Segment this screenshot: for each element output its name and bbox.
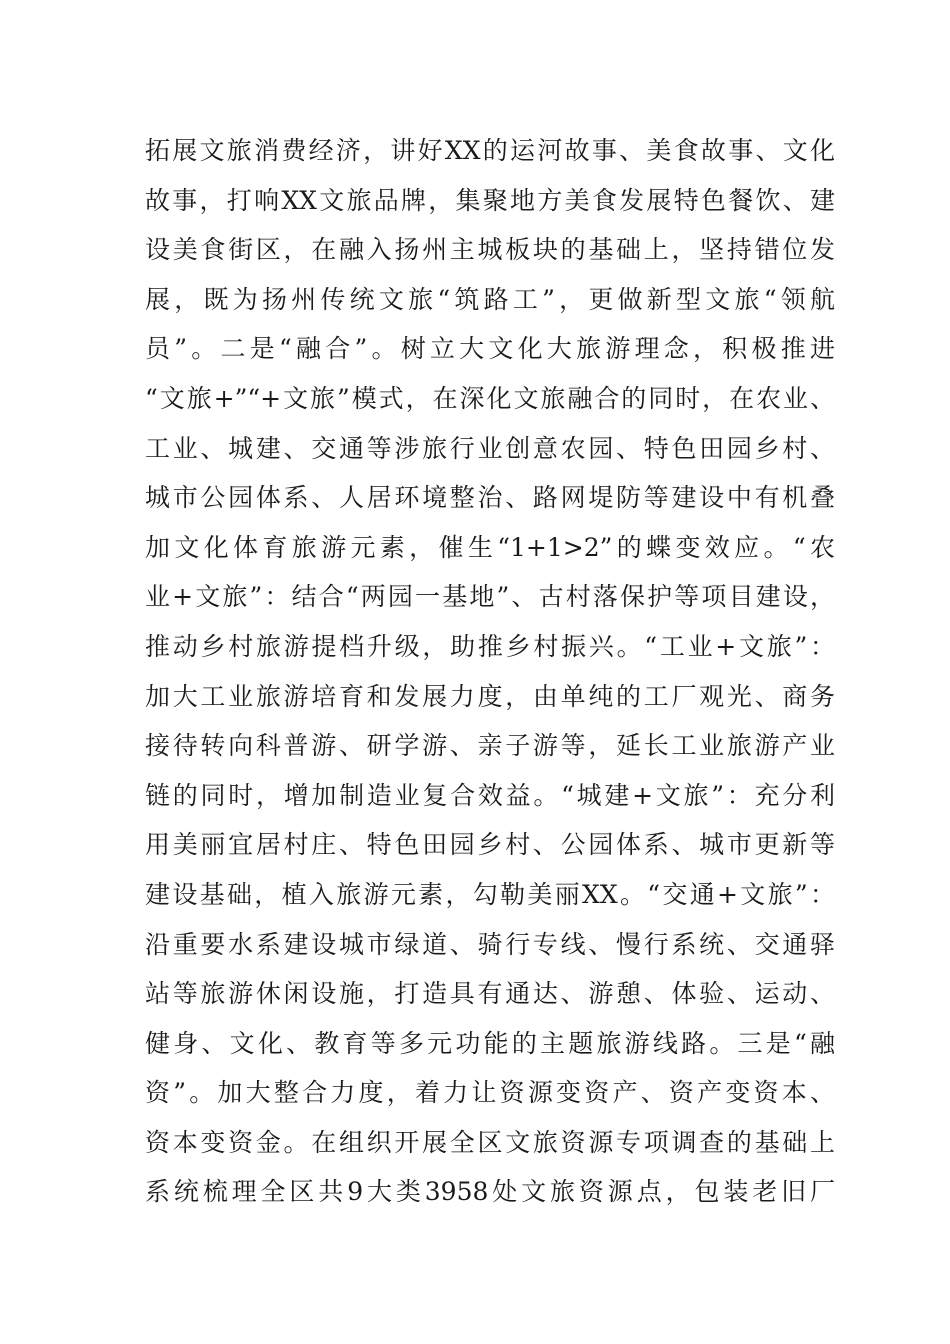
text-line: 站等旅游休闲设施，打造具有通达、游憩、体验、运动、 (145, 979, 835, 1009)
text-line: 加大工业旅游培育和发展力度，由单纯的工厂观光、商务 (145, 681, 835, 711)
text-line: 展，既为扬州传统文旅“筑路工”，更做新型文旅“领航 (145, 284, 835, 314)
text-line: 健身、文化、教育等多元功能的主题旅游线路。三是“融 (145, 1028, 835, 1058)
text-line: 拓展文旅消费经济，讲好XX的运河故事、美食故事、文化 (145, 136, 835, 165)
text-line: 设美食街区，在融入扬州主城板块的基础上，坚持错位发 (145, 235, 835, 265)
text-line: 接待转向科普游、研学游、亲子游等，延长工业旅游产业 (145, 731, 835, 761)
text-line: 资”。加大整合力度，着力让资源变资产、资产变资本、 (145, 1078, 835, 1108)
text-line: 沿重要水系建设城市绿道、骑行专线、慢行系统、交通驿 (145, 929, 835, 959)
text-line: 用美丽宜居村庄、特色田园乡村、公园体系、城市更新等 (145, 830, 835, 860)
text-line: 链的同时，增加制造业复合效益。“城建+文旅”：充分利 (145, 780, 835, 810)
text-line: 建设基础，植入旅游元素，勾勒美丽XX。“交通+文旅”： (145, 879, 835, 909)
text-line: 业+文旅”：结合“两园一基地”、古村落保护等项目建设， (145, 582, 835, 612)
text-line: 加文化体育旅游元素，催生“1+1>2”的蝶变效应。“农 (145, 532, 835, 562)
text-line: 故事，打响XX文旅品牌，集聚地方美食发展特色餐饮、建 (145, 185, 835, 215)
body-paragraph (145, 126, 835, 1217)
text-line: “文旅+”“+文旅”模式，在深化文旅融合的同时，在农业、 (145, 383, 835, 413)
text-line: 城市公园体系、人居环境整治、路网堤防等建设中有机叠 (145, 483, 835, 513)
text-line: 资本变资金。在组织开展全区文旅资源专项调查的基础上 (145, 1127, 835, 1157)
text-line: 推动乡村旅游提档升级，助推乡村振兴。“工业+文旅”： (145, 631, 835, 661)
text-line: 员”。二是“融合”。树立大文化大旅游理念，积极推进 (145, 334, 835, 364)
text-line: 工业、城建、交通等涉旅行业创意农园、特色田园乡村、 (145, 433, 835, 463)
text-line: 系统梳理全区共9大类3958处文旅资源点，包装老旧厂 (145, 1177, 835, 1207)
